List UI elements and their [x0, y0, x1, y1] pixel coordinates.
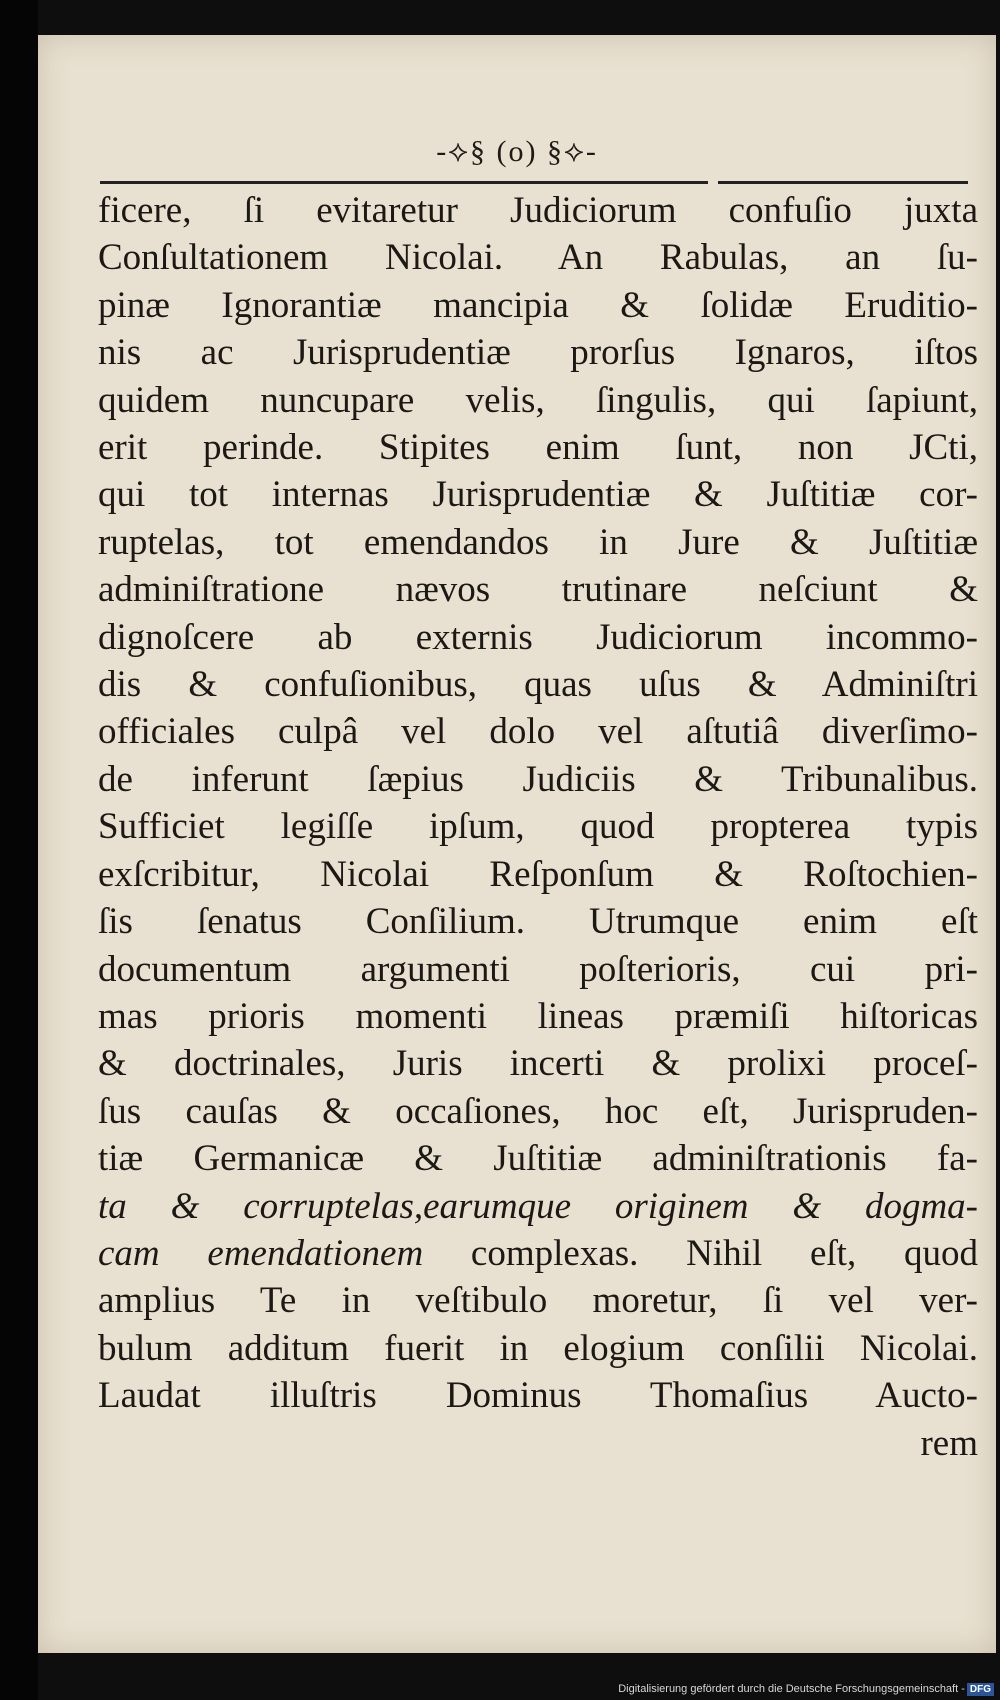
text-line: officiales culpâ vel dolo vel aſtutiâ diverſimo- — [98, 711, 978, 753]
text-line: Conſultationem Nicolai. An Rabulas, an ſu- — [98, 237, 978, 279]
italic-phrase: cam emendationem — [98, 1232, 424, 1274]
text-line: tiæ Germanicæ & Juſtitiæ adminiſtrationis fa- — [98, 1138, 978, 1180]
text-line: ſus cauſas & occaſiones, hoc eſt, Jurispruden- — [98, 1090, 978, 1132]
text-line: erit perinde. Stipites enim ſunt, non JCti, — [98, 427, 978, 469]
text-line: pinæ Ignorantiæ mancipia & ſolidæ Eruditio- — [98, 284, 978, 326]
text-line: quidem nuncupare velis, ſingulis, qui ſapiunt, — [98, 379, 978, 421]
text-line: Laudat illuſtris Dominus Thomaſius Auctо- — [98, 1375, 978, 1417]
dfg-logo: DFG — [967, 1683, 994, 1696]
text-line: adminiſtratione nævos trutinare neſciunt & — [98, 569, 978, 611]
text-line-italic — [98, 1183, 978, 1230]
text-line: ruptelas, tot emendandos in Jure & Juſtitiæ — [98, 521, 978, 563]
header-rule-right — [718, 181, 968, 184]
text-line-mixed — [98, 1230, 978, 1277]
text-line: & doctrinales, Juris incerti & prolixi proceſ- — [98, 1043, 978, 1085]
scan-border-left — [0, 0, 38, 1700]
italic-phrase: ta & corruptelas,earumque originem & dogma- — [98, 1185, 978, 1227]
credit-text: Digitalisierung gefördert durch die Deutsche Forschungsgemeinschaft - — [618, 1683, 965, 1695]
book-page — [38, 35, 996, 1653]
text-line: amplius Te in veſtibulo moretur, ſi vel ver- — [98, 1280, 978, 1322]
text-line: de inferunt ſæpius Judiciis & Tribunalibus. — [98, 758, 978, 800]
roman-phrase: complexas. Nihil eſt, quod — [423, 1232, 978, 1274]
text-line: ficere, ſi evitaretur Judiciorum confuſio juxta — [98, 190, 978, 231]
running-head: -⟡§ (o) §⟡- — [436, 135, 598, 168]
body-text — [98, 187, 978, 1467]
text-line: ſis ſenatus Conſilium. Utrumque enim eſt — [98, 901, 978, 943]
text-line: qui tot internas Jurisprudentiæ & Juſtitiæ cor- — [98, 474, 978, 516]
text-line: bulum additum fuerit in elogium conſilii Nicolai. — [98, 1327, 978, 1369]
text-line: mas prioris momenti lineas præmiſi hiſtoricas — [98, 995, 978, 1037]
text-line: dis & confuſionibus, quas uſus & Adminiſtri — [98, 664, 978, 706]
catchword: rem — [920, 1422, 978, 1464]
header-rule-left — [100, 181, 708, 184]
text-line: exſcribitur, Nicolai Reſponſum & Roſtochien- — [98, 853, 978, 895]
text-line: dignoſcere ab externis Judiciorum incommo- — [98, 616, 978, 658]
text-line: nis ac Jurisprudentiæ prorſus Ignaros, iſtos — [98, 332, 978, 374]
digitization-credit — [618, 1683, 994, 1696]
text-line: Sufficiet legiſſe ipſum, quod propterea typis — [98, 806, 978, 848]
text-line: documentum argumenti poſterioris, cui pri- — [98, 948, 978, 990]
